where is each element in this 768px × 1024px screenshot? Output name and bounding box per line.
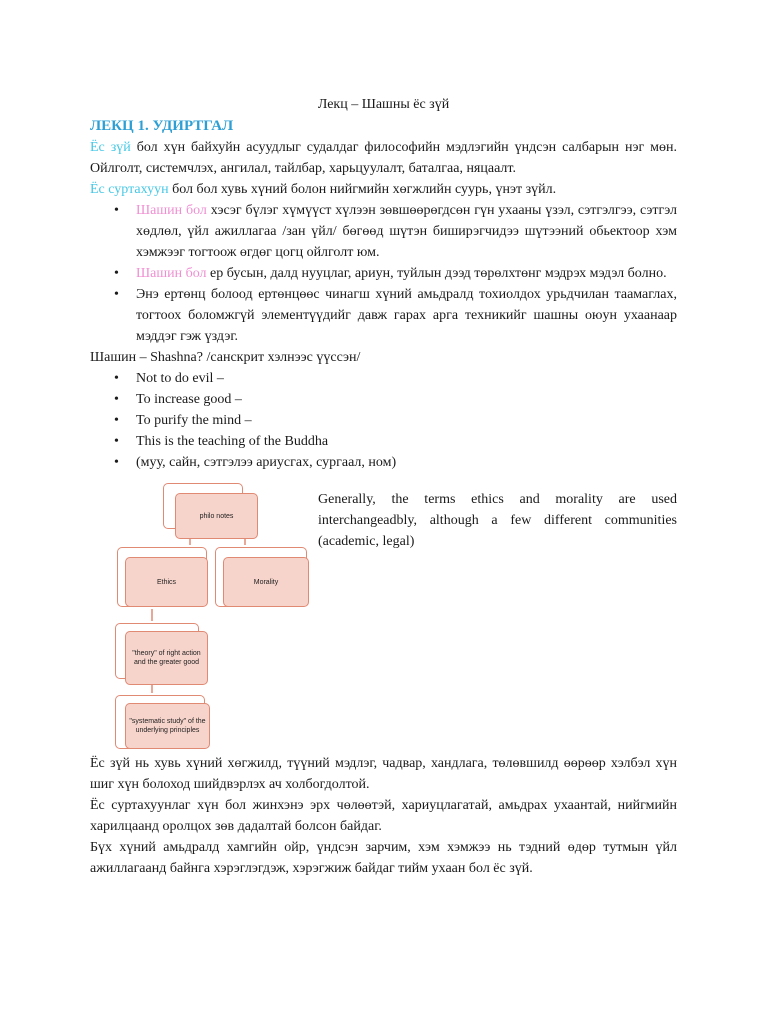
concept-diagram [115, 483, 315, 751]
list-item: • (муу, сайн, сэтгэлээ ариусгах, сургаал, ном) [90, 452, 677, 473]
systematic-node: "systematic study" of the underlying principles [125, 703, 210, 749]
list-item: • This is the teaching of the Buddha [90, 431, 677, 452]
shashna-line: Шашин – Shashna? /санскрит хэлнээс үүссэн/ [90, 350, 361, 365]
list-item: • To purify the mind – [90, 410, 677, 431]
list-item [90, 200, 677, 263]
list-item-text: ер бусын, далд нууцлаг, ариун, туйлын дээд төрөлхтөнг мэдрэх мэдэл болно. [206, 266, 667, 281]
closing-paragraph: Ёс суртахуунлаг хүн бол жинхэнэ эрх чөлөөтэй, хариуцлагатай, амьдрах ухаантай, нийгмийн харилцаанд оролцох зөв дадалтай болсон байдаг. [90, 798, 677, 834]
document-page [90, 94, 677, 879]
intro-paragraph-ethics [90, 137, 677, 179]
document-title: Лекц – Шашны ёс зүй [317, 97, 450, 112]
list-item [90, 284, 677, 347]
list-item-text: Энэ ертөнц болоод ертөнцөөс чинагш хүний амьдралд тохиолдох урьдчилан таамаглах, тогтоох боломжгүй элементүүдийг давж гарах арга техникийг шашны оюун ухаанаар мэддэг гэж үздэг. [136, 287, 677, 344]
lecture-heading: ЛЕКЦ 1. УДИРТГАЛ [90, 118, 234, 134]
shashna-bullet-list [90, 368, 677, 473]
term-ethics: Ёс зүй [90, 140, 131, 155]
figure-row [90, 483, 677, 753]
ethics-node: Ethics [125, 557, 208, 607]
religion-bullet-list [90, 200, 677, 347]
list-item [90, 263, 677, 284]
list-item: • To increase good – [90, 389, 677, 410]
root-node: philo notes [175, 493, 258, 539]
closing-paragraph: Бүх хүний амьдралд хамгийн ойр, үндсэн зарчим, хэм хэмжээ нь тэдний өдөр тутмын үйл ажиллагаанд байнга хэрэглэгдэж, хэрэгжиж байдаг тийм ухаан бол ёс зүй. [90, 840, 677, 876]
list-item-text: хэсэг бүлэг хүмүүст хүлээн зөвшөөрөгдсөн гүн ухааны үзэл, сэтгэлгээ, сэтгэл хөдлөл, үйл ажиллагаа /зан үйл/ бөгөөд шүтэн биширэгчидээ шүтээний обьектоор хэм хэмжээг тогтоож өгдөг цогц ойлголт юм. [136, 203, 678, 260]
term-religion: Шашин бол [136, 266, 207, 281]
term-morality: Ёс суртахуун [90, 182, 169, 197]
intro-paragraph-morality [90, 179, 677, 200]
intro-text-morality: бол бол хувь хүний болон нийгмийн хөгжлийн суурь, үнэт зүйл. [168, 182, 557, 197]
theory-node: "theory" of right action and the greater good [125, 631, 208, 685]
morality-node: Morality [223, 557, 309, 607]
figure-side-text: Generally, the terms ethics and morality are used interchangeadbly, although a few different communities (academic, legal) [318, 492, 677, 549]
closing-paragraph: Ёс зүй нь хувь хүний хөгжилд, түүний мэдлэг, чадвар, хандлага, төлөвшилд өөрөөр хэлбэл хүн шиг хүн болоход шийдвэрлэх ач холбогдолтой. [90, 756, 677, 792]
intro-text-ethics: бол хүн байхуйн асуудлыг судалдаг философийн мэдлэгийн үндсэн салбарын нэг мөн. Ойлголт, системчлэх, ангилал, тайлбар, харьцуулалт, баталгаа, няцаалт. [90, 140, 678, 176]
list-item: • Not to do evil – [90, 368, 677, 389]
term-religion: Шашин бол [136, 203, 207, 218]
